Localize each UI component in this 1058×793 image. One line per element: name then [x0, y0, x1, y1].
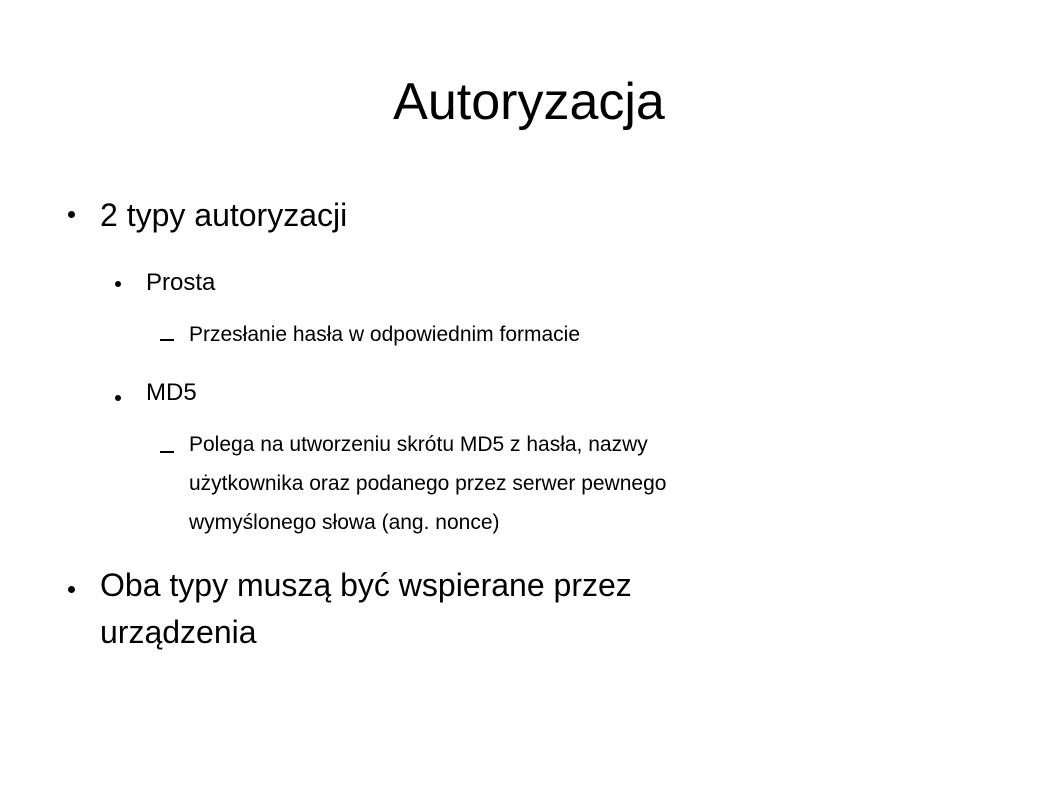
bullet-dot-icon — [115, 281, 121, 287]
bullet-text: 2 typy autoryzacji — [100, 197, 348, 233]
bullet-text-line: urządzenia — [100, 614, 257, 650]
bullet-text-line: wymyślonego słowa (ang. nonce) — [189, 511, 500, 534]
bullet-text: Prosta — [146, 269, 216, 296]
bullet-dot-icon — [68, 211, 75, 218]
slide-title: Autoryzacja — [393, 73, 665, 131]
bullet-dot-icon — [115, 395, 121, 401]
bullet-text-line: Polega na utworzeniu skrótu MD5 z hasła, nazwy — [189, 433, 648, 456]
dash-bullet-icon — [160, 339, 174, 341]
bullet-text: MD5 — [146, 379, 197, 406]
bullet-dot-icon — [68, 586, 75, 593]
bullet-text: Przesłanie hasła w odpowiednim formacie — [189, 323, 581, 346]
bullet-text-line: użytkownika oraz podanego przez serwer pewnego — [189, 472, 667, 495]
dash-bullet-icon — [160, 451, 174, 453]
bullet-text-line: Oba typy muszą być wspierane przez — [100, 567, 632, 603]
